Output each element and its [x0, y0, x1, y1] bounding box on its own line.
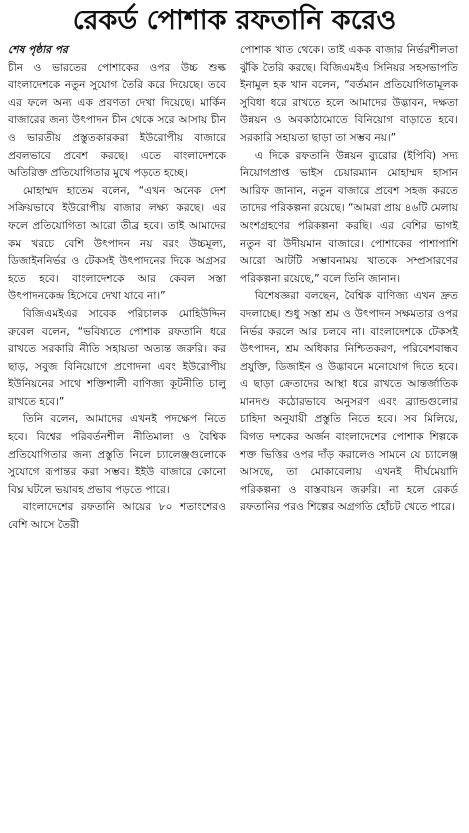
paragraph: এ দিকে রফতানি উন্নয়ন ব্যুরোর (ইপিবি) সদ্য নিয়োগপ্রাপ্ত ভাইস চেয়ারম্যান মোহাম্মদ হাসান আরিফ জানান, নতুন বাজারে প্রবেশ সহজ করতে তাদের পরিকল্পনা রয়েছে। “আমরা প্রায় ৪৬টি মেলায় অংশগ্রহণের পরিকল্পনা করছি। এর বেশির ভাগই নতুন বা উদীয়মান বাজারে। পোশাকের পাশাপাশি আরো আটটি সম্ভাবনাময় খাতকে সম্প্রসারণের পরিকল্পনা রয়েছে,” বলে তিনি জানান। — [240, 149, 458, 285]
right-column — [240, 42, 458, 535]
headline: রেকর্ড পোশাক রফতানি করেও — [72, 5, 397, 36]
paragraph: তিনি বলেন, আমাদের এখনই পদক্ষেপ নিতে হবে। বিশ্বের পরিবর্তনশীল নীতিমালা ও বৈশ্বিক প্রতিযোগিতার জন্য প্রস্তুতি নিলে চ্যালেঞ্জগুলোকে সুযোগে রূপান্তর করা সম্ভব। ইইউ বাজারে কোনো বিঘ্ন ঘটলে ভয়াবহ প্রভাব পড়তে পারে। — [8, 413, 226, 496]
paragraph: বিজিএমইএর সাবেক পরিচালক মোহিউদ্দিন রুবেল বলেন, “ভবিষ্যতে পোশাক রফতানি ধরে রাখতে সরকারি নীতি সহায়তা অত্যন্ত জরুরি। কর ছাড়, সবুজ বিনিয়োগে প্রণোদনা এবং ইউরোপীয় ইউনিয়নের সাথে শক্তিশালী বাণিজ্য কূটনীতি চালু রাখতে হবে।” — [8, 307, 226, 408]
left-column — [8, 42, 226, 535]
article-body — [8, 42, 461, 535]
continuation-kicker: শেষ পৃষ্ঠার পর — [8, 44, 68, 56]
paragraph: বাংলাদেশের রফতানি আয়ের ৮০ শতাংশেরও বেশি আসে তৈরী — [8, 501, 226, 532]
paragraph: চীন ও ভারতের পোশাকের ওপর উচ্চ শুল্ক বাংলাদেশকে নতুন সুযোগ তৈরি করে দিয়েছে। তবে এর ফলে অন্য এক প্রবণতা দেখা দিয়েছে। মার্কিন বাজারের জন্য উৎপাদন চীন থেকে সরে আসায় চীন ও ভারতীয় প্রস্তুতকারকরা ইউরোপীয় বাজারে প্রবলভাবে প্রবেশ করছে। এতে বাংলাদেশকে অতিরিক্ত প্রতিযোগিতার মুখে পড়তে হচ্ছে। — [8, 61, 226, 180]
paragraph: মোহাম্মদ হাতেম বলেন, “এখন অনেক দেশ সক্রিয়ভাবে ইউরোপীয় বাজার লক্ষ্য করছে। এর ফলে প্রতিযোগিতা আরো তীব্র হবে। তাই আমাদের কম খরচে বেশি উৎপাদন নয় বরং উচ্চমূল্য, ডিজাইননির্ভর ও টেকসই উৎপাদনের দিকে অগ্রসর হতে হবে। বাংলাদেশকে আর কেবল সস্তা উৎপাদনকেন্দ্র হিসেবে দেখা যাবে না।” — [8, 184, 226, 303]
paragraph: পোশাক খাত থেকে। তাই একক বাজার নির্ভরশীলতা ঝুঁকি তৈরি করছে। বিজিএমইএ সিনিয়র সহসভাপতি ইনামুল হক খান বলেন, “বর্তমান প্রতিযোগিতামূলক সুবিধা ধরে রাখতে হলে আমাদের উদ্ভাবন, দক্ষতা উন্নয়ন ও অবকাঠামোতে বিনিয়োগ বাড়াতে হবে। সরকারি সহায়তা ছাড়া তা সম্ভব নয়।” — [240, 44, 458, 144]
paragraph: বিশেষজ্ঞরা বলছেন, বৈশ্বিক বাণিজ্য এখন দ্রুত বদলাচ্ছে। শুধু সস্তা শ্রম ও উৎপাদন সক্ষমতার ওপর নির্ভর করলে আর চলবে না। বাংলাদেশকে টেকসই উৎপাদন, শ্রম অধিকার নিশ্চিতকরণ, পরিবেশবান্ধব প্রযুক্তি, ডিজাইন ও উদ্ভাবনে মনোযোগ দিতে হবে। এ ছাড়া ক্রেতাদের আস্থা ধরে রাখতে আন্তর্জাতিক মানদণ্ড কঠোরভাবে অনুসরণ এবং ব্র্যান্ডগুলোর চাহিদা অনুযায়ী প্রস্তুতি নিতে হবে। সব মিলিয়ে, বিগত দশকের অর্জন বাংলাদেশের পোশাক শিল্পকে শক্ত ভিত্তির ওপর দাঁড় করালেও সামনে যে চ্যালেঞ্জ আসছে, তা মোকাবেলায় এখনই দীর্ঘমেয়াদি পরিকল্পনা ও বাস্তবায়ন জরুরি। না হলে রেকর্ড রফতানির পরও শিল্পের অগ্রগতি হোঁচট খেতে পারে। — [240, 290, 458, 514]
